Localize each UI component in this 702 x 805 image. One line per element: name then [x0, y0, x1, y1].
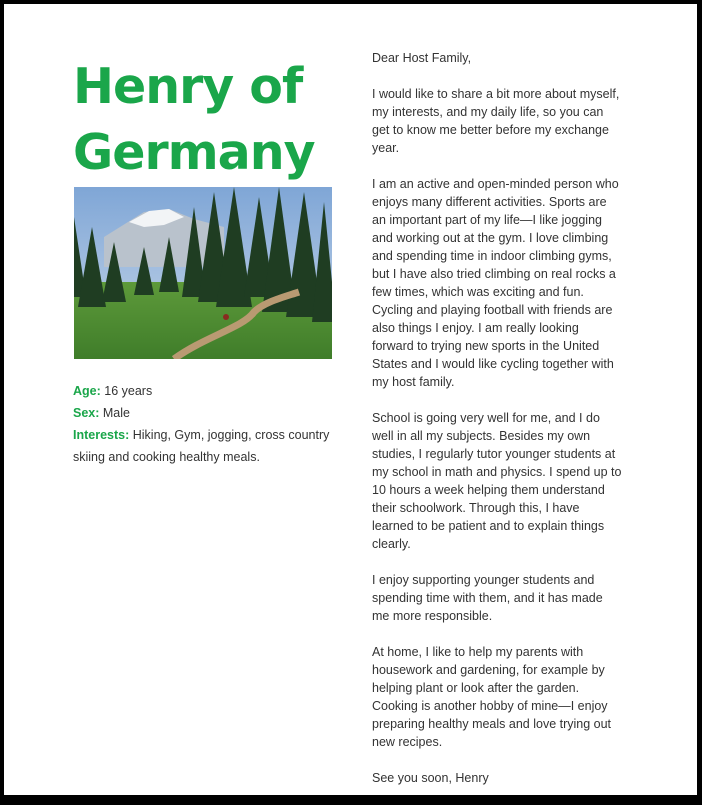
sex-row	[73, 402, 333, 424]
interests-label: Interests:	[73, 428, 130, 442]
profile-facts	[73, 380, 333, 468]
age-label: Age:	[73, 384, 101, 398]
title-line-1: Henry of	[73, 58, 303, 115]
letter-paragraph: I enjoy supporting younger students and spending time with them, and it has made me more responsible.	[372, 573, 603, 623]
sex-value: Male	[99, 406, 130, 420]
interests-row	[73, 424, 333, 468]
letter-closing: See you soon, Henry	[372, 771, 489, 785]
letter-paragraph: At home, I like to help my parents with housework and gardening, for example by helping plant or look after the garden. Cooking is another hobby of mine—I enjoy preparing healthy meals and love trying out new recipes.	[372, 645, 612, 749]
profile-page	[4, 4, 697, 795]
age-value: 16 years	[100, 384, 153, 398]
letter-paragraph: I would like to share a bit more about myself, my interests, and my daily life, so you can get to know me better before my exchange year.	[372, 87, 620, 155]
letter-paragraph: School is going very well for me, and I do well in all my subjects. Besides my own studies, I regularly tutor younger students at my school in math and physics. I spend up to 10 hours a week helping them understand their schoolwork. Through this, I have learned to be patient and to explain things clearly.	[372, 411, 622, 551]
letter-body	[372, 49, 652, 805]
letter-paragraph: I am an active and open-minded person who enjoys many different activities. Sports are an important part of my life—I like jogging and working out at the gym. I love climbing and spending time in indoor climbing gyms, but I have also tried climbing on real rocks a few times, which was exciting and fun. Cycling and playing football with friends are also things I enjoy. I am really looking forward to trying new sports in the United States and I would like cycling together with my host family.	[372, 177, 619, 389]
page-title	[73, 54, 315, 186]
interests-value: Hiking, Gym, jogging, cross country skiing and cooking healthy meals.	[73, 428, 330, 464]
letter-greeting: Dear Host Family,	[372, 51, 472, 65]
mountain-trail-photo	[74, 187, 332, 359]
age-row	[73, 380, 333, 402]
title-line-2: Germany	[73, 124, 315, 181]
sex-label: Sex:	[73, 406, 100, 420]
